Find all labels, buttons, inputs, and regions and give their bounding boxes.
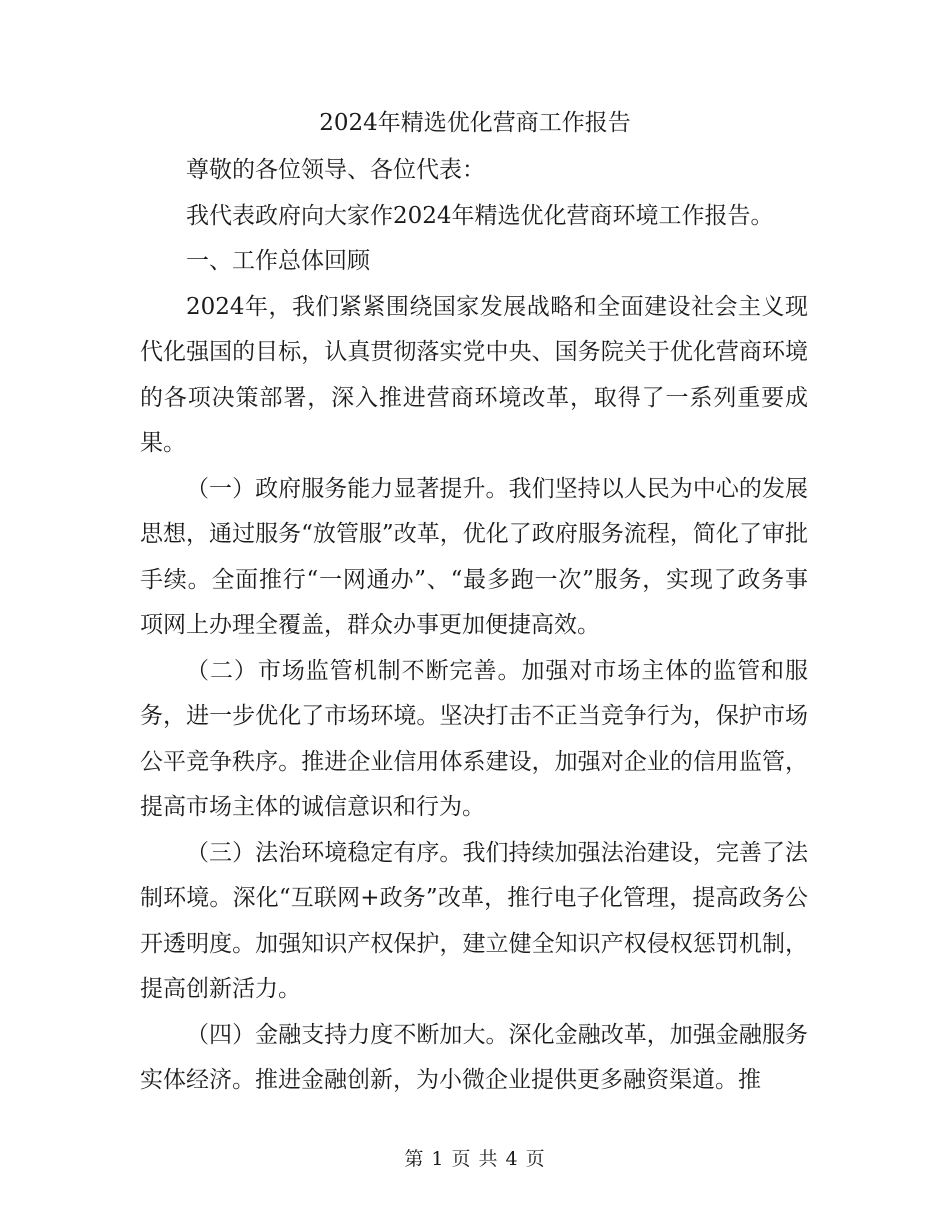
page-footer: 第 1 页 共 4 页: [404, 1148, 546, 1170]
document-title: 2024年精选优化营商工作报告: [319, 110, 631, 136]
salutation-paragraph: 尊敬的各位领导、各位代表：: [186, 157, 485, 183]
financial-support-paragraph: （四）金融支持力度不断加大。深化金融改革，加强金融服务实体经济。推进金融创新，为小微企业提供更多融资渠道。推: [140, 1021, 808, 1093]
review-paragraph: 2024年，我们紧紧围绕国家发展战略和全面建设社会主义现代化强国的目标，认真贯彻落实党中央、国务院关于优化营商环境的各项决策部署，深入推进营商环境改革，取得了一系列重要成果。: [140, 293, 808, 456]
section-heading: 一、工作总体回顾: [186, 248, 370, 274]
document-body: [140, 148, 808, 1104]
market-supervision-paragraph: （二）市场监管机制不断完善。加强对市场主体的监管和服务，进一步优化了市场环境。坚决打击不正当竞争行为，保护市场公平竞争秩序。推进企业信用体系建设，加强对企业的信用监管，提高市场主体的诚信意识和行为。: [140, 657, 808, 820]
government-service-paragraph: （一）政府服务能力显著提升。我们坚持以人民为中心的发展思想，通过服务“放管服”改革，优化了政府服务流程，简化了审批手续。全面推行“一网通办”、“最多跑一次”服务，实现了政务事项网上办理全覆盖，群众办事更加便捷高效。: [140, 475, 808, 638]
rule-of-law-paragraph: （三）法治环境稳定有序。我们持续加强法治建设，完善了法制环境。深化“互联网+政务”改革，推行电子化管理，提高政务公开透明度。加强知识产权保护，建立健全知识产权侵权惩罚机制，提高创新活力。: [140, 839, 808, 1002]
intro-paragraph: 我代表政府向大家作2024年精选优化营商环境工作报告。: [186, 202, 774, 229]
